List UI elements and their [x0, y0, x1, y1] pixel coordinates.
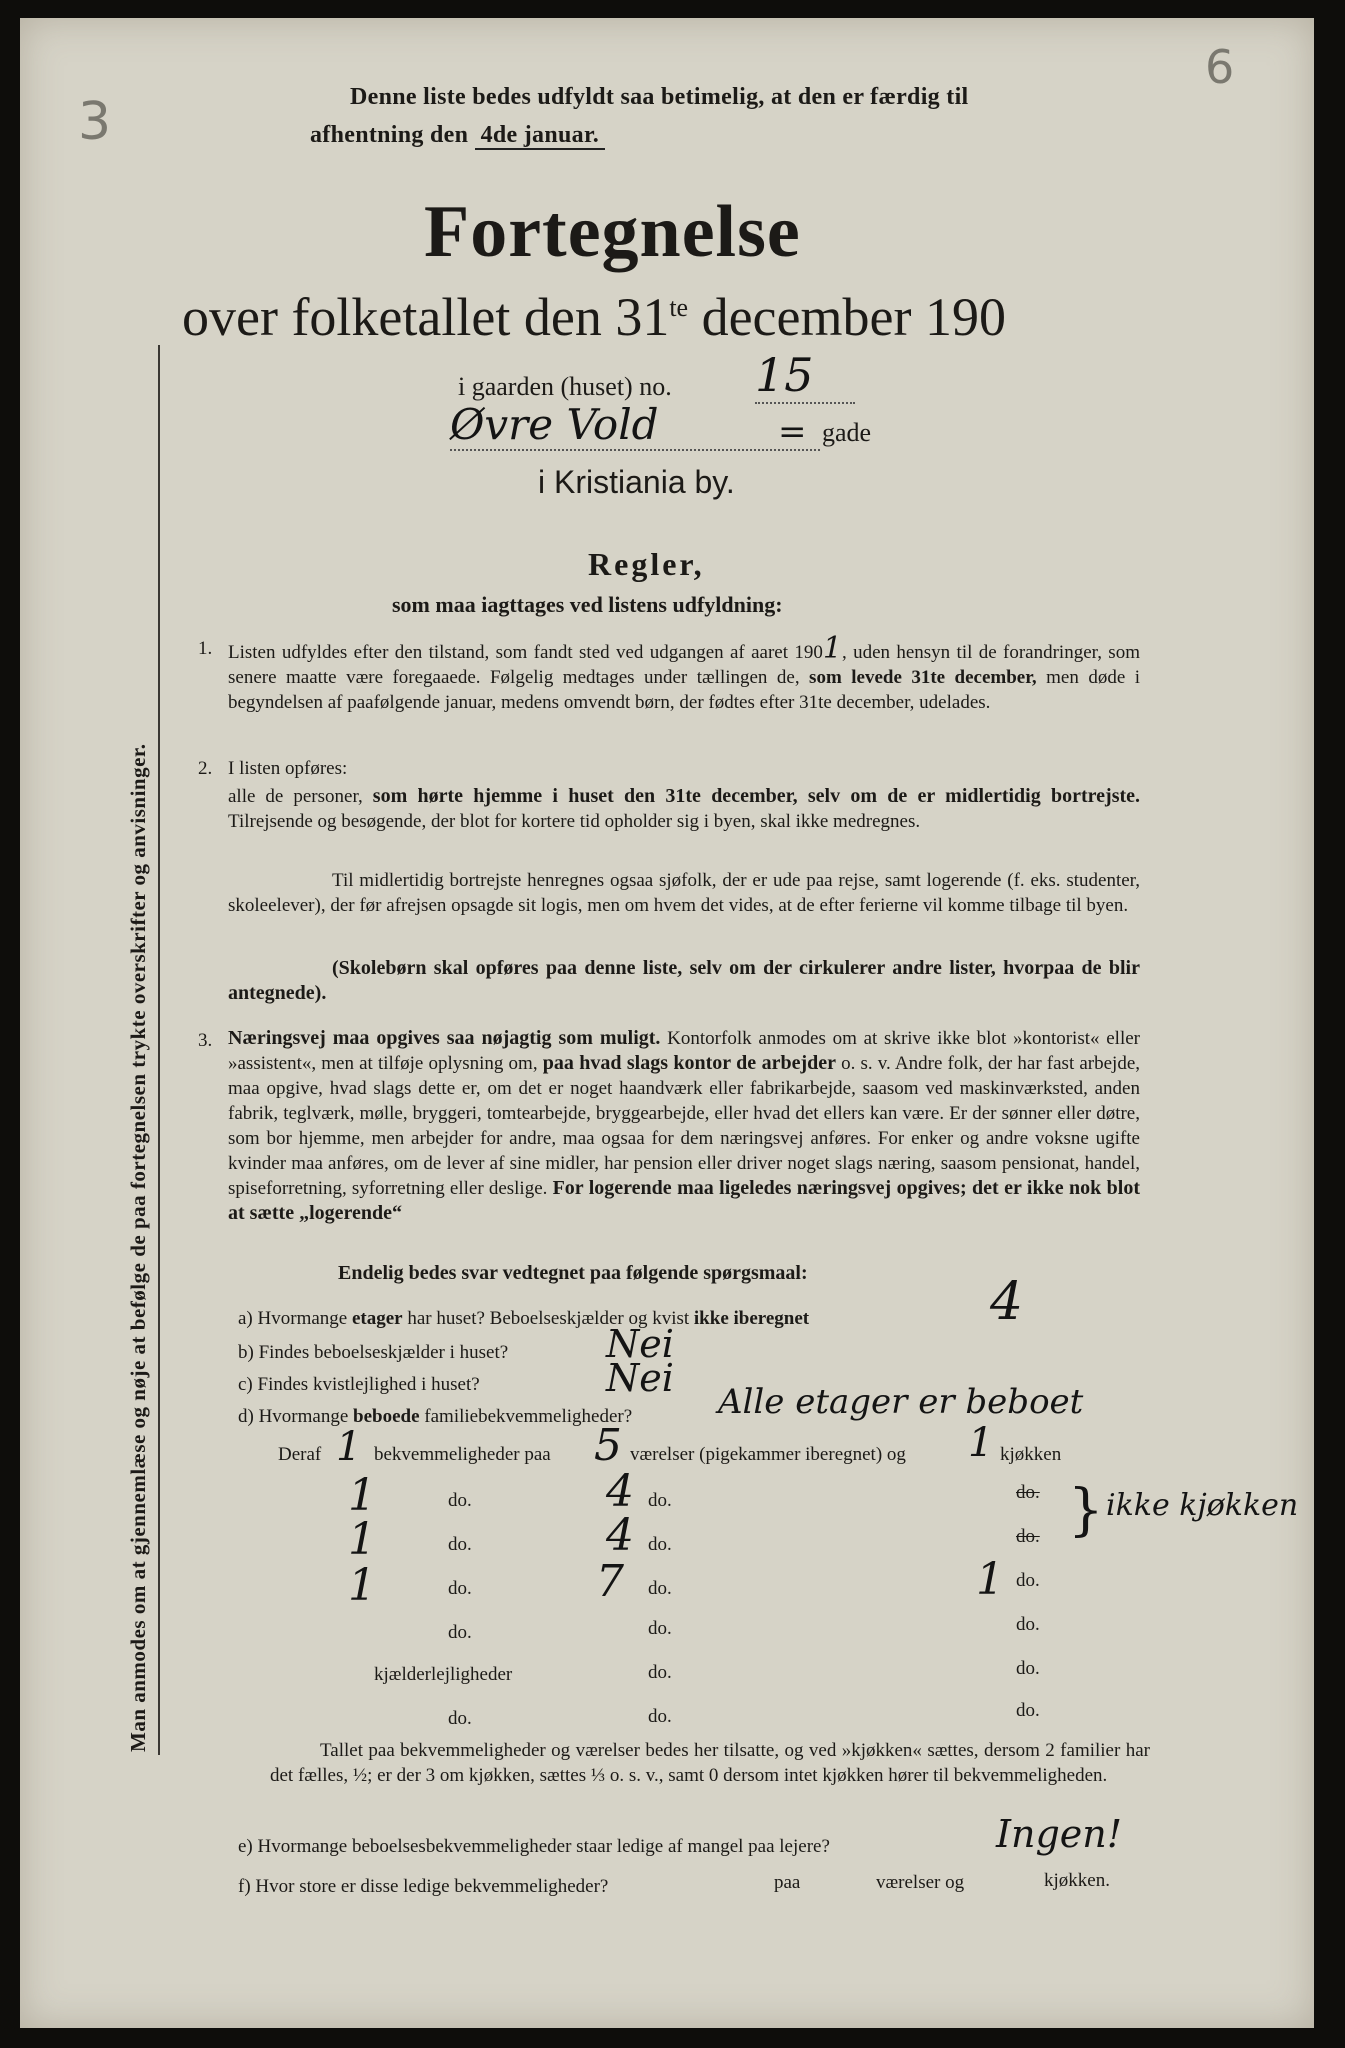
answer-d: Alle etager er beboet: [718, 1382, 1084, 1422]
rules-heading: Regler,: [588, 546, 705, 582]
rule-3-b: Kontorfolk anmodes om at skrive ikke blot »kontorist« eller »assistent«, men at tilføje oplysning om,: [228, 1028, 1140, 1074]
table-kjaelder: kjælderlejligheder: [374, 1664, 513, 1685]
qa-text1: Hvormange: [257, 1308, 348, 1329]
qf-text: Hvor store er disse ledige bekvemmeligheder?: [255, 1876, 609, 1897]
corner-mark-left: 3: [78, 92, 112, 152]
rule-3-c: paa hvad slags kontor de arbejder: [542, 1052, 836, 1074]
table-row-1-kitchen: 1: [968, 1420, 994, 1466]
table-row-4-do2: do.: [648, 1578, 672, 1599]
notice-line-2: [310, 122, 605, 149]
rule-2-text: [228, 784, 1140, 834]
qa-bold2: ikke iberegnet: [693, 1308, 810, 1329]
qf-kjok: kjøkken.: [1044, 1870, 1110, 1891]
street-name: Øvre Vold: [450, 400, 820, 451]
qf-label: f): [238, 1876, 251, 1897]
rule-3-num: 3.: [198, 1030, 213, 1051]
qf-paa: paa: [774, 1872, 801, 1893]
table-row-3-do3: do.: [1016, 1526, 1040, 1547]
qa-label: a): [238, 1308, 253, 1329]
footnote: Tallet paa bekvemmeligheder og værelser bedes her tilsatte, og ved »kjøkken« sættes, dersom 2 familier har det fælles, ½; er der 3 om kjøkken, sættes ⅓ o. s. v., samt 0 dersom intet kjøkken hører til bekvemmeligheden.: [270, 1740, 1150, 1786]
margin-rule: [158, 345, 160, 1755]
qd-text2: familiebekvemmeligheder?: [424, 1406, 633, 1427]
subtitle-text: over folketallet den 31: [182, 287, 670, 347]
question-e: [238, 1836, 830, 1858]
street-suffix: gade: [822, 418, 872, 447]
table-row-3-do1: do.: [448, 1534, 472, 1555]
table-row-5-do1: do.: [448, 1622, 472, 1643]
table-row-2-rooms: 4: [606, 1466, 634, 1517]
rule-2-c: Tilrejsende og besøgende, der blot for kortere tid opholder sig i byen, skal ikke medregnes.: [228, 811, 921, 832]
table-bek: bekvemmeligheder paa: [374, 1444, 551, 1465]
table-row-3-n: 1: [348, 1514, 376, 1565]
table-row-2-do2: do.: [648, 1490, 672, 1511]
rule-1-year: 1: [822, 631, 842, 666]
table-row-3-rooms: 4: [606, 1510, 634, 1561]
rule-1-num: 1.: [198, 638, 213, 659]
table-row-5-do2: do.: [648, 1618, 672, 1639]
question-c: [238, 1374, 480, 1396]
qe-text: Hvormange beboelsesbekvemmeligheder staar ledige af mangel paa lejere?: [257, 1836, 830, 1857]
table-row-7-do3: do.: [1016, 1700, 1040, 1721]
table-row-4-rooms: 7: [596, 1556, 624, 1607]
qc-text: Findes kvistlejlighed i huset?: [257, 1374, 480, 1395]
page-title: Fortegnelse: [424, 191, 801, 273]
rule-2-a: alle de personer,: [228, 786, 363, 807]
qa-text3: Beboelseskjælder og kvist: [489, 1308, 690, 1329]
rule-3-d: o. s. v. Andre folk, der har fast arbejde, maa opgive, hvad slags dette er, om det er noget haandværk eller fabrikarbejde, saasom ved maskinværksted, anden fabrik, teglværk, mølle, bryggeri, tomtearbejde, bryggearbejde, eller hvad det ellers kan være. Er der sønner eller døtre, som bor hjemme, men arbejder for andre, maa ogsaa for dem næringsvej anføres. For enker og andre voksne ugifte kvinder maa anføres, om de lever af sine midler, har pension eller driver noget slags næring, saasom pensionat, handel, spiseforretning, syforretning eller deslige.: [228, 1053, 1141, 1199]
subtitle-sup: te: [669, 293, 689, 322]
table-vaer: værelser (pigekammer iberegnet) og: [630, 1444, 906, 1465]
table-deraf: Deraf: [278, 1444, 322, 1465]
table-row-6-do2: do.: [648, 1662, 672, 1683]
rule-2-num: 2.: [198, 758, 213, 779]
table-row-2-n: 1: [348, 1470, 376, 1521]
answer-b: Nei: [606, 1322, 674, 1366]
table-row-4-do3: do.: [1016, 1570, 1040, 1591]
table-row-4-n: 1: [348, 1560, 376, 1611]
question-b: [238, 1342, 508, 1364]
qd-label: d): [238, 1406, 254, 1427]
answer-e: Ingen!: [996, 1812, 1123, 1856]
qc-label: c): [238, 1374, 253, 1395]
qd-bold: beboede: [353, 1406, 420, 1427]
table-kjokken: kjøkken: [1000, 1444, 1062, 1465]
question-f: [238, 1876, 608, 1898]
corner-mark-right: 6: [1205, 40, 1235, 94]
margin-instruction: Man anmodes om at gjennemlæse og nøje at befølge de paa fortegnelsen trykte overskrifter og anvisninger.: [126, 743, 150, 1752]
notice-date: 4de januar.: [475, 122, 605, 150]
qa-bold: etager: [351, 1308, 403, 1329]
table-row-4-do1: do.: [448, 1578, 472, 1599]
table-row-3-do2: do.: [648, 1534, 672, 1555]
subtitle-tail: december 190: [701, 287, 1006, 347]
rule-1-b: , uden hensyn til de forandringer, som senere maatte være foregaaede. Følgelig medtages under tællingen de,: [228, 642, 1140, 688]
table-row-5-do3: do.: [1016, 1614, 1040, 1635]
street-dash: =: [778, 412, 807, 452]
table-row-1-rooms: 5: [594, 1420, 622, 1471]
rule-3-e: For logerende maa ligeledes næringsvej opgives; det er ikke nok blot at sætte „logerende“: [228, 1177, 1141, 1224]
rules-subheading: som maa iagttages ved listens udfyldning:: [392, 592, 783, 617]
qf-vaer: værelser og: [876, 1872, 965, 1893]
qa-text2: har huset?: [407, 1308, 485, 1329]
table-row-2-do1: do.: [448, 1490, 472, 1511]
answer-a: 4: [990, 1272, 1024, 1332]
qb-text: Findes beboelseskjælder i huset?: [258, 1342, 509, 1363]
qb-label: b): [238, 1342, 254, 1363]
rule-1-a: Listen udfyldes efter den tilstand, som fandt sted ved udgangen af aaret 190: [228, 642, 823, 663]
rule-1-d: men døde i begyndelsen af paafølgende januar, medens omvendt børn, der fødtes efter 31te december, udelades.: [228, 667, 1140, 713]
notice-prefix: afhentning den: [310, 122, 469, 148]
rule-3-a: Næringsvej maa opgives saa nøjagtig som muligt.: [228, 1027, 661, 1049]
table-row-7-do1: do.: [448, 1708, 472, 1729]
house-number: 15: [755, 348, 855, 404]
table-row-7-do2: do.: [648, 1706, 672, 1727]
question-a: [238, 1308, 809, 1330]
questions-intro: Endelig bedes svar vedtegnet paa følgende spørgsmaal:: [338, 1262, 808, 1284]
question-d: [238, 1406, 632, 1428]
bracket-note: ikke kjøkken: [1106, 1488, 1299, 1523]
rule-2-b: som hørte hjemme i huset den 31te december, selv om de er midlertidig bortrejste.: [372, 785, 1141, 807]
table-row-2-do3: do.: [1016, 1482, 1040, 1503]
house-label: i gaarden (huset) no.: [458, 372, 672, 401]
table-row-4-kitchen: 1: [976, 1554, 1004, 1605]
table-row-1-n: 1: [336, 1424, 362, 1470]
notice-line-1: Denne liste bedes udfyldt saa betimelig, at den er færdig til: [350, 84, 969, 110]
qd-text1: Hvormange: [258, 1406, 349, 1427]
page-subtitle: [182, 286, 1006, 348]
rule-1-c: som levede 31te december,: [809, 667, 1037, 688]
city: i Kristiania by.: [538, 464, 735, 500]
rule-2-p3: (Skolebørn skal opføres paa denne liste, selv om der cirkulerer andre lister, hvorpaa de blir antegnede).: [228, 957, 1140, 1004]
answer-c: Nei: [606, 1356, 674, 1400]
qe-label: e): [238, 1836, 253, 1857]
rule-1-text: [228, 631, 1140, 715]
bracket: }: [1068, 1478, 1104, 1543]
table-row-6-do3: do.: [1016, 1658, 1040, 1679]
rule-2-p2: Til midlertidig bortrejste henregnes ogsaa sjøfolk, der er ude paa rejse, samt logerende (f. eks. studenter, skoleelever), der før afrejsen opsagde sit logis, men om hvem det vides, at de efter ferierne vil komme tilbage til byen.: [228, 870, 1140, 916]
rule-2-intro: I listen opføres:: [228, 758, 348, 779]
rule-3-text: [228, 1026, 1140, 1226]
